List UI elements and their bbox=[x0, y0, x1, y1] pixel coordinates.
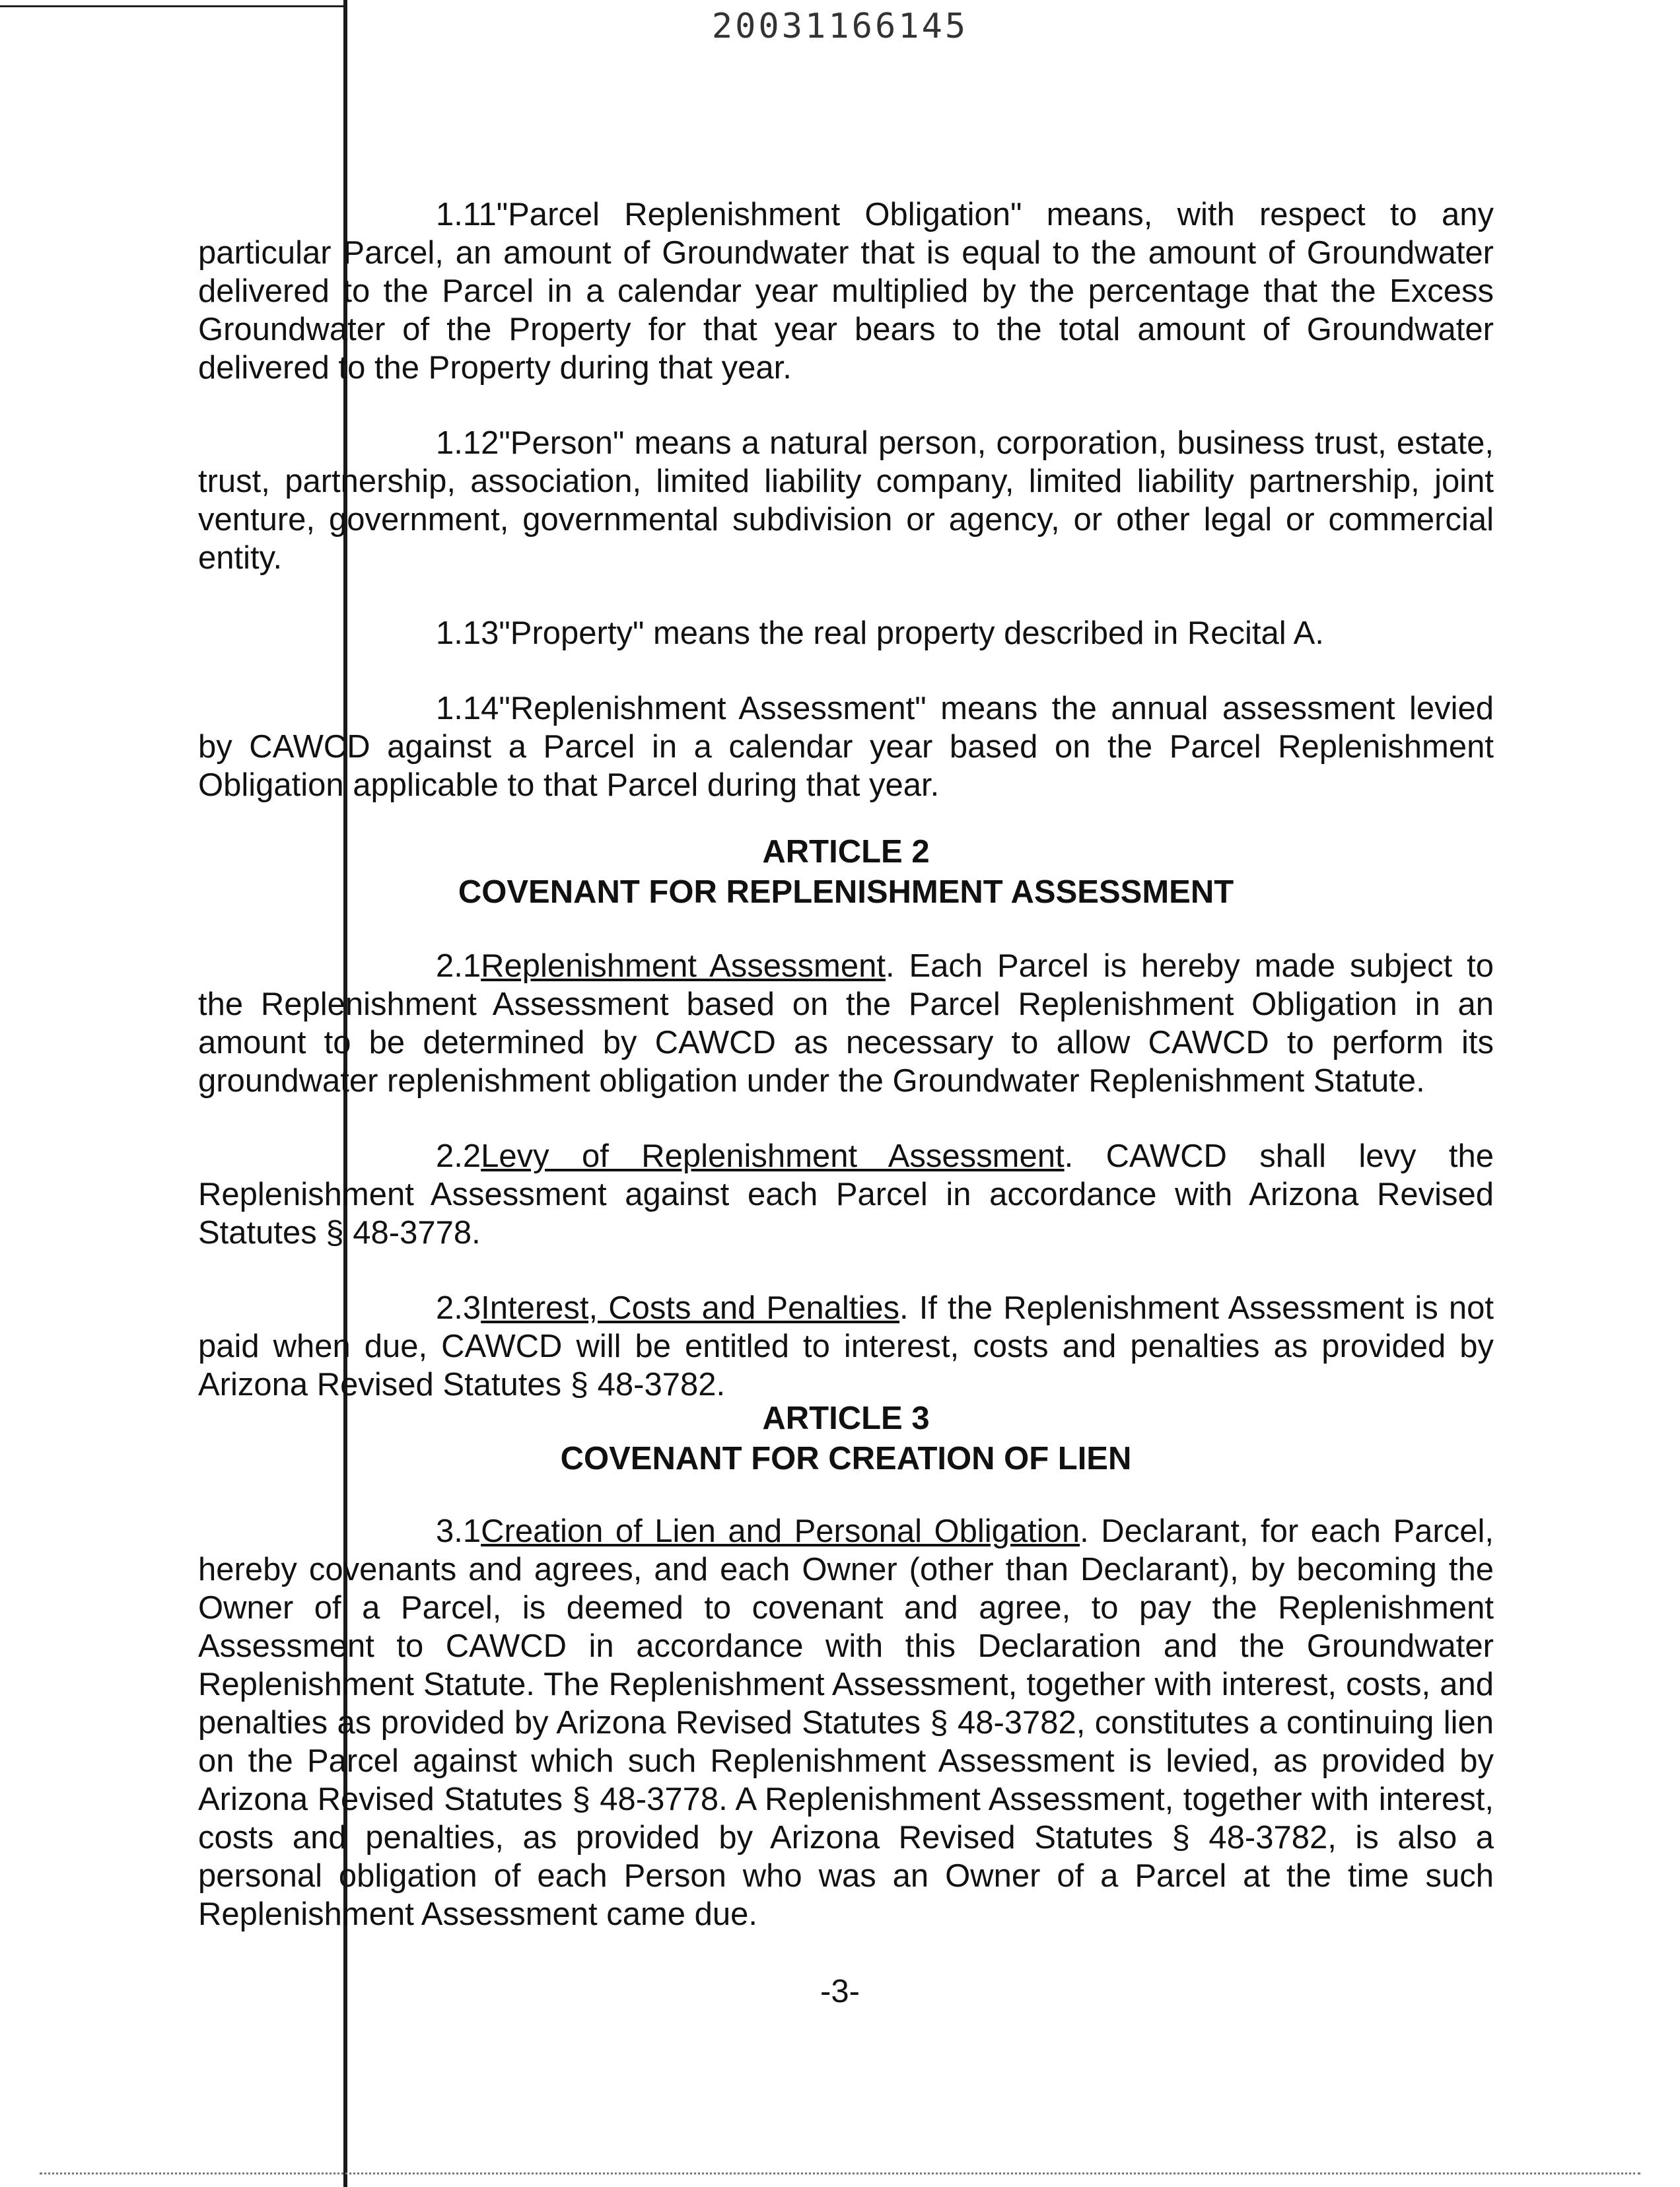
section-text: . CAWCD shall levy the Replenishment Assessment against each Parcel in accordance with Arizona Revised Statutes § 48-3778. bbox=[198, 1138, 1494, 1251]
section-2-3 bbox=[198, 1289, 1494, 1404]
section-number: 1.14 bbox=[436, 691, 499, 726]
footer-scan-noise bbox=[40, 2172, 1640, 2174]
article-3-title: COVENANT FOR CREATION OF LIEN bbox=[560, 1441, 1132, 1476]
article-2-heading bbox=[198, 832, 1494, 913]
section-number: 2.2 bbox=[436, 1138, 481, 1174]
definition-1-14 bbox=[198, 689, 1494, 804]
article-3-number: ARTICLE 3 bbox=[762, 1401, 930, 1436]
section-text: . Declarant, for each Parcel, hereby covenants and agrees, and each Owner (other than Declarant), by becoming the Owner of a Parcel, is deemed to covenant and agree, to pay the Replenishment Assessment to CAWCD in accordance with this Declaration and the Groundwater Replenishment Statute. The Replenishment Assessment, together with interest, costs, and penalties as provided by Arizona Revised Statutes § 48-3782, constitutes a continuing lien on the Parcel against which such Replenishment Assessment is levied, as provided by Arizona Revised Statutes § 48-3778. A Replenishment Assessment, together with interest, costs and penalties, as provided by Arizona Revised Statutes § 48-3782, is also a personal obligation of each Person who was an Owner of a Parcel at the time such Replenishment Assessment came due. bbox=[198, 1513, 1494, 1932]
section-number: 2.1 bbox=[436, 948, 481, 984]
article-3-heading bbox=[198, 1399, 1494, 1479]
definition-text: "Parcel Replenishment Obligation" means, with respect to any particular Parcel, an amount of Groundwater that is equal to the amount of Groundwater delivered to the Parcel in a calendar year multiplied by the percentage that the Excess Groundwater of the Property for that year bears to the total amount of Groundwater delivered to the Property during that year. bbox=[198, 197, 1494, 386]
section-number: 2.3 bbox=[436, 1290, 481, 1326]
section-number: 1.13 bbox=[436, 615, 499, 651]
article-2-number: ARTICLE 2 bbox=[762, 834, 930, 870]
section-caption: Interest, Costs and Penalties bbox=[481, 1290, 899, 1326]
definition-1-13 bbox=[198, 614, 1494, 652]
section-caption: Replenishment Assessment bbox=[481, 948, 886, 984]
definition-1-11 bbox=[198, 195, 1494, 387]
section-caption: Levy of Replenishment Assessment bbox=[481, 1138, 1065, 1174]
article-2-title: COVENANT FOR REPLENISHMENT ASSESSMENT bbox=[458, 874, 1234, 910]
section-caption: Creation of Lien and Personal Obligation bbox=[481, 1513, 1080, 1549]
section-text: . Each Parcel is hereby made subject to the Replenishment Assessment based on the Parcel Replenishment Obligation in an amount to be determined by CAWCD as necessary to allow CAWCD to perform its groundwater replenishment obligation under the Groundwater Replenishment Statute. bbox=[198, 948, 1494, 1099]
article-2-sections bbox=[198, 947, 1494, 1404]
section-text: . If the Replenishment Assessment is not paid when due, CAWCD will be entitled to interest, costs and penalties as provided by Arizona Revised Statutes § 48-3782. bbox=[198, 1290, 1494, 1403]
section-number: 1.12 bbox=[436, 425, 499, 461]
page-number: -3- bbox=[820, 1974, 860, 2009]
section-2-2 bbox=[198, 1137, 1494, 1252]
section-number: 3.1 bbox=[436, 1513, 481, 1549]
definition-text: "Property" means the real property described in Recital A. bbox=[499, 615, 1324, 651]
article-3-sections bbox=[198, 1512, 1494, 1933]
document-number: 20031166145 bbox=[711, 7, 969, 46]
definition-1-12 bbox=[198, 424, 1494, 577]
definition-text: "Replenishment Assessment" means the annual assessment levied by CAWCD against a Parcel in a calendar year based on the Parcel Replenishment Obligation applicable to that Parcel during that year. bbox=[198, 691, 1494, 803]
section-2-1 bbox=[198, 947, 1494, 1100]
section-3-1 bbox=[198, 1512, 1494, 1933]
definition-text: "Person" means a natural person, corporation, business trust, estate, trust, partnership, association, limited liability company, limited liability partnership, joint venture, government, governmental subdivision or agency, or other legal or commercial entity. bbox=[198, 425, 1494, 576]
section-number: 1.11 bbox=[436, 197, 497, 232]
definitions-block bbox=[198, 195, 1494, 804]
